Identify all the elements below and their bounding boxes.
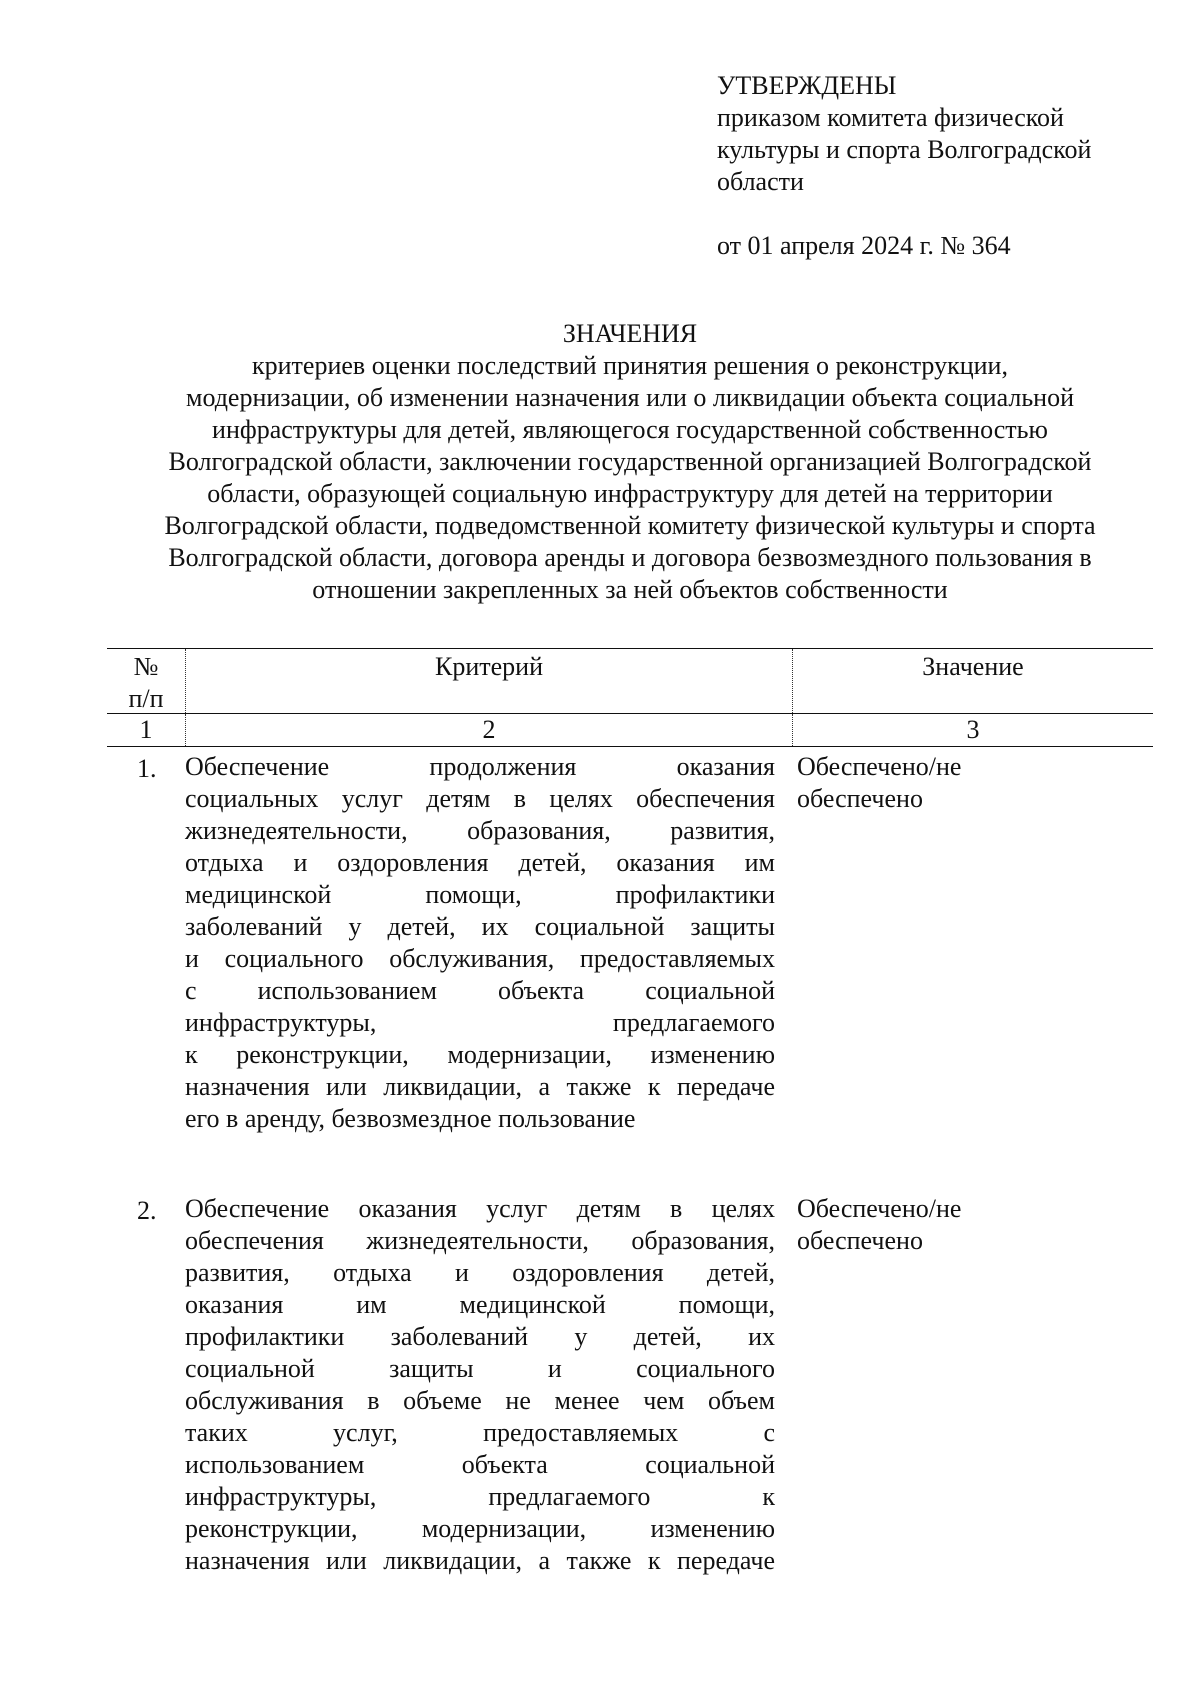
criterion-line: инфраструктуры, предлагаемого к bbox=[185, 1482, 775, 1511]
title-line: Волгоградской области, заключении государственной организацией Волгоградской bbox=[168, 447, 1092, 476]
row-criterion bbox=[185, 751, 775, 1135]
title-line: области, образующей социальную инфраструктуру для детей на территории bbox=[207, 479, 1053, 508]
approval-line: приказом комитета физической bbox=[717, 103, 1064, 132]
criterion-line: с использованием объекта социальной bbox=[185, 976, 775, 1005]
row-value bbox=[775, 751, 1135, 1135]
row-criterion bbox=[185, 1193, 775, 1577]
table-row bbox=[107, 747, 1153, 1135]
criterion-line: использованием объекта социальной bbox=[185, 1450, 775, 1479]
criterion-line: отдыха и оздоровления детей, оказания им bbox=[185, 848, 775, 877]
criterion-line: обеспечения жизнедеятельности, образования, bbox=[185, 1226, 775, 1255]
header-value: Значение bbox=[922, 652, 1024, 681]
criterion-line: к реконструкции, модернизации, изменению bbox=[185, 1040, 775, 1069]
criteria-table bbox=[107, 648, 1153, 1577]
row-number: 1. bbox=[137, 754, 157, 783]
criterion-line: Обеспечение продолжения оказания bbox=[185, 752, 775, 781]
criterion-line: медицинской помощи, профилактики bbox=[185, 880, 775, 909]
column-number: 3 bbox=[966, 715, 980, 744]
criterion-line: реконструкции, модернизации, изменению bbox=[185, 1514, 775, 1543]
title-line: Волгоградской области, договора аренды и договора безвозмездного пользования в bbox=[168, 543, 1092, 572]
document-title bbox=[110, 318, 1150, 606]
column-number: 1 bbox=[139, 715, 153, 744]
criterion-line: его в аренду, безвозмездное пользование bbox=[185, 1104, 636, 1133]
row-number: 2. bbox=[137, 1196, 157, 1225]
title-line: модернизации, об изменении назначения или о ликвидации объекта социальной bbox=[185, 383, 1075, 412]
title-line: инфраструктуры для детей, являющегося государственной собственностью bbox=[212, 415, 1048, 444]
criterion-line: социальных услуг детям в целях обеспечения bbox=[185, 784, 775, 813]
approval-line: области bbox=[717, 167, 804, 196]
header-criterion: Критерий bbox=[185, 649, 793, 713]
header-number bbox=[107, 649, 185, 713]
criterion-line: развития, отдыха и оздоровления детей, bbox=[185, 1258, 775, 1287]
title-line: критериев оценки последствий принятия решения о реконструкции, bbox=[252, 351, 1008, 380]
criterion-line: инфраструктуры, предлагаемого bbox=[185, 1008, 775, 1037]
table-header-row bbox=[107, 648, 1153, 714]
approval-line: культуры и спорта Волгоградской bbox=[717, 135, 1092, 164]
value-line: Обеспечено/не bbox=[797, 1194, 962, 1223]
table-row bbox=[107, 1193, 1153, 1577]
column-numbers-row bbox=[107, 714, 1153, 747]
criterion-line: заболеваний у детей, их социальной защиты bbox=[185, 912, 775, 941]
approval-block bbox=[717, 70, 1157, 262]
criterion-line: обслуживания в объеме не менее чем объем bbox=[185, 1386, 775, 1415]
value-line: обеспечено bbox=[797, 784, 923, 813]
criterion-line: назначения или ликвидации, а также к передаче bbox=[185, 1072, 775, 1101]
title-line: отношении закрепленных за ней объектов собственности bbox=[312, 575, 948, 604]
criterion-text bbox=[185, 1193, 775, 1577]
title-heading: ЗНАЧЕНИЯ bbox=[562, 319, 698, 348]
header-number-line: № bbox=[133, 652, 159, 681]
criterion-text bbox=[185, 751, 775, 1135]
value-line: обеспечено bbox=[797, 1226, 923, 1255]
row-value bbox=[775, 1193, 1135, 1577]
header-number-line: п/п bbox=[128, 684, 164, 713]
criterion-line: оказания им медицинской помощи, bbox=[185, 1290, 775, 1319]
title-line: Волгоградской области, подведомственной комитету физической культуры и спорта bbox=[164, 511, 1096, 540]
criterion-line: Обеспечение оказания услуг детям в целях bbox=[185, 1194, 775, 1223]
criterion-line: таких услуг, предоставляемых с bbox=[185, 1418, 775, 1447]
criterion-line: жизнедеятельности, образования, развития, bbox=[185, 816, 775, 845]
column-number: 2 bbox=[185, 714, 793, 746]
criterion-line: профилактики заболеваний у детей, их bbox=[185, 1322, 775, 1351]
approval-heading: УТВЕРЖДЕНЫ bbox=[717, 71, 897, 100]
criterion-line: назначения или ликвидации, а также к передаче bbox=[185, 1546, 775, 1575]
criterion-line: социальной защиты и социального bbox=[185, 1354, 775, 1383]
approval-date: от 01 апреля 2024 г. № 364 bbox=[717, 231, 1011, 260]
value-line: Обеспечено/не bbox=[797, 752, 962, 781]
criterion-line: и социального обслуживания, предоставляемых bbox=[185, 944, 775, 973]
